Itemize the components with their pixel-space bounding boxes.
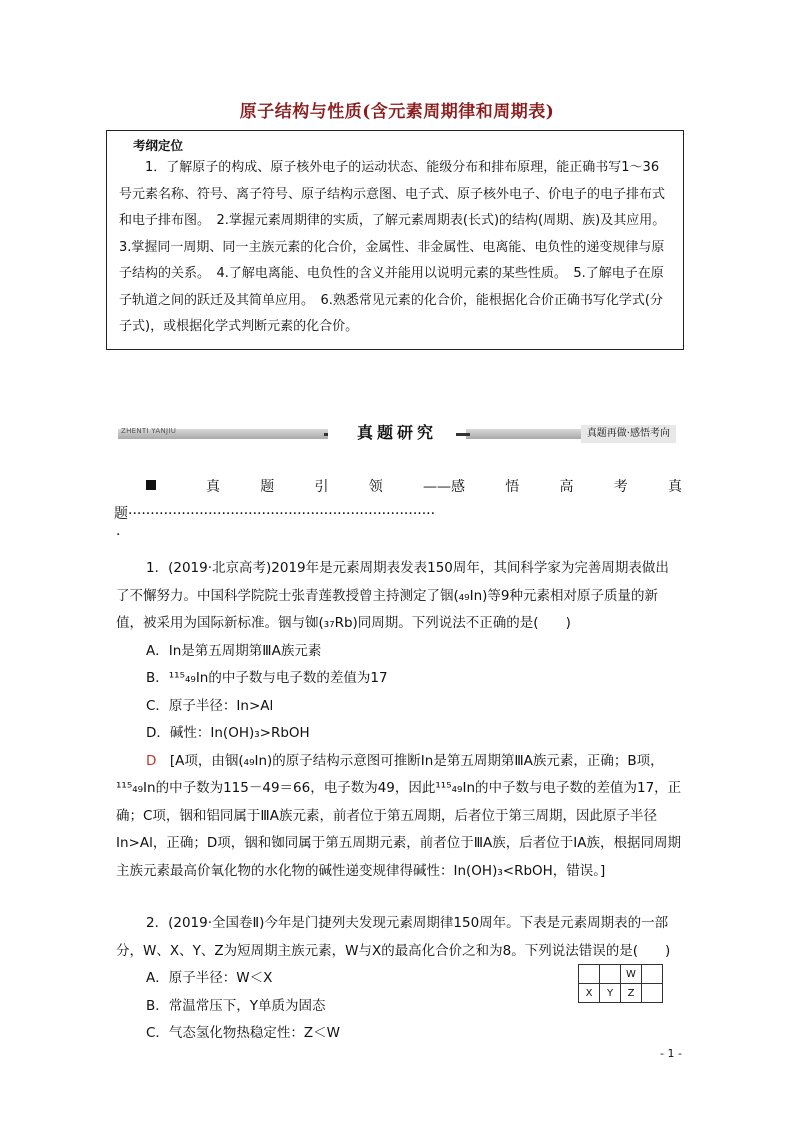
banner-center: 真题研究: [328, 421, 466, 445]
heading-tail: 题: [114, 506, 128, 522]
heading-char: 高: [559, 479, 574, 495]
table-cell: W: [621, 965, 642, 984]
answer-explanation: [116, 748, 682, 886]
page-number: - 1 -: [660, 1047, 682, 1060]
section-heading-chars: [206, 476, 682, 496]
table-cell: Z: [621, 984, 642, 1003]
heading-char: 真: [206, 479, 220, 495]
question-stem: 2．(2019·全国卷Ⅱ)今年是门捷列夫发现元素周期律150周年。下表是元素周期表的一部分，W、X、Y、Z为短周期主族元素，W与X的最高化合价之和为8。下列说法错误的是( ): [116, 915, 671, 959]
table-cell: [642, 965, 663, 984]
option-a: A．In是第五周期第ⅢA族元素: [146, 642, 322, 659]
banner-right: 真题再做·感悟考向: [581, 425, 676, 443]
table-cell: [579, 965, 600, 984]
option-b: B．¹¹⁵₄₉In的中子数与电子数的差值为17: [146, 670, 388, 686]
banner-english: ZHENTI YANJIU: [121, 427, 177, 435]
section-banner: [118, 425, 676, 443]
outline-text: 1．了解原子的构成、原子核外电子的运动状态、能级分布和排布原理，能正确书写1～36号元素名称、符号、离子符号、原子结构示意图、电子式、原子核外电子、价电子的电子排布式和电子排布图。 2.掌握元素周期律的实质，了解元素周期表(长式)的结构(周期、族)及其应用。 3.掌握同一周期、同一主族元素的化合价，金属性、非金属性、电离能、电负性的递变规律与原子结构的关系。 4.了解电离能、电负性的含义并能用以说明元素的某些性质。 5.了解电子在原子轨道之间的跃迁及其简单应用。 6.熟悉常见元素的化合价，能根据化合价正确书写化学式(分子式)，或根据化学式判断元素的化合价。: [119, 160, 672, 334]
document-title: 原子结构与性质(含元素周期律和周期表): [239, 102, 555, 122]
periodic-table-fragment: [578, 964, 663, 1003]
option-c: C．气态氢化物热稳定性：Z＜W: [146, 1025, 341, 1041]
table-cell: [600, 965, 621, 984]
option-d: D．碱性：In(OH)₃>RbOH: [146, 725, 310, 741]
answer-letter: D: [146, 752, 157, 769]
option-b: B．常温常压下，Y单质为固态: [146, 997, 326, 1014]
table-row: [579, 984, 663, 1003]
heading-char: 引: [314, 479, 329, 495]
heading-char: 考: [613, 479, 628, 495]
question-stem: 1．(2019·北京高考)2019年是元素周期表发表150周年，其间科学家为完善周期表做出了不懈努力。中国科学院院士张青莲教授曾主持测定了铟(₄₉In)等9种元素相对原子质量的新值，被采用为国际新标准。铟与铷(₃₇Rb)同周期。下列说法不正确的是( ): [116, 560, 669, 631]
table-cell: Y: [600, 984, 621, 1003]
banner-right-deco: [456, 433, 470, 436]
outline-box: [106, 130, 684, 350]
dot-leader-end: ·: [116, 527, 121, 543]
section-dots: [114, 503, 684, 523]
dot-leader: ·····································································: [128, 506, 436, 522]
heading-char: 悟: [505, 479, 520, 495]
heading-char: 领: [368, 479, 383, 495]
table-cell: [642, 984, 663, 1003]
heading-char: 题: [260, 479, 275, 495]
outline-heading: 考纲定位: [133, 138, 184, 153]
answer-text: [A项，由铟(₄₉In)的原子结构示意图可推断In是第五周期第ⅢA族元素，正确；B项，¹¹⁵₄₉In的中子数为115－49＝66，电子数为49，因此¹¹⁵₄₉In的中子数与电子数的差值为17，正确；C项，铟和铝同属于ⅢA族元素，前者位于第五周期，后者位于第三周期，因此原子半径In>Al，正确；D项，铟和铷同属于第五周期元素，前者位于ⅢA族，后者位于ⅠA族，根据同周期主族元素最高价氧化物的水化物的碱性递变规律得碱性：In(OH)₃<RbOH，错误。]: [116, 752, 682, 879]
question-1: [116, 555, 682, 885]
square-bullet-icon: [146, 480, 156, 490]
option-a: A．原子半径：W＜X: [146, 970, 273, 986]
table-row: [579, 965, 663, 984]
table-cell: X: [579, 984, 600, 1003]
heading-char: ——感: [423, 479, 465, 495]
heading-char: 真: [668, 479, 682, 495]
option-c: C．原子半径：In>Al: [146, 697, 274, 714]
